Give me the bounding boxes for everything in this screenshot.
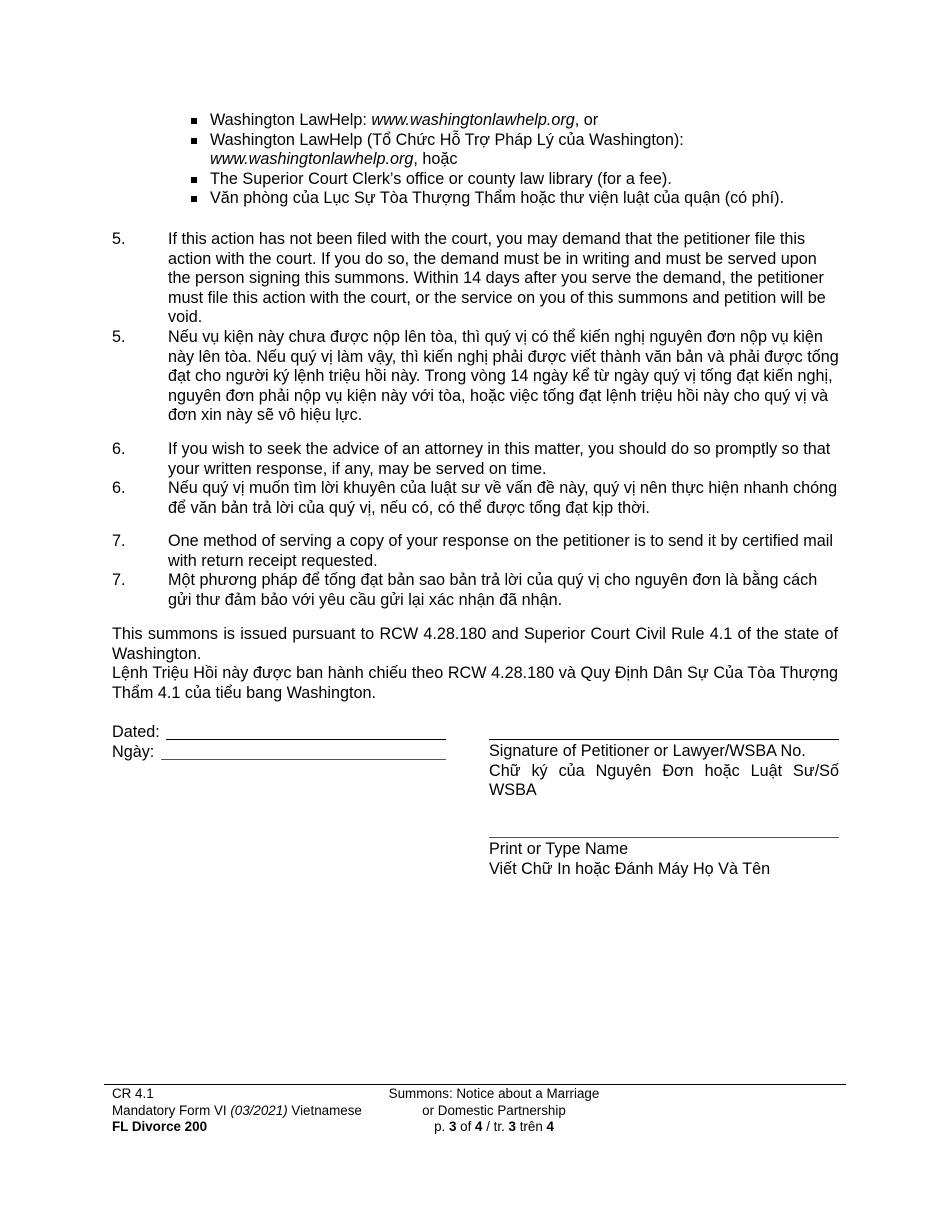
item-number: 5.	[112, 328, 126, 346]
numbered-item	[112, 479, 842, 518]
resource-list	[188, 111, 848, 209]
list-item	[188, 170, 848, 190]
print-name-caption-english: Print or Type Name	[489, 840, 629, 858]
signature-field-line[interactable]	[489, 739, 839, 740]
footer-title-line1: Summons: Notice about a Marriage	[388, 1086, 600, 1101]
bullet-link[interactable]: www.washingtonlawhelp.org	[371, 111, 575, 129]
footer-form-prefix: Mandatory Form VI	[112, 1102, 231, 1118]
item-number: 7.	[112, 571, 126, 589]
item-number: 6.	[112, 479, 126, 497]
item-text: If you wish to seek the advice of an attorney in this matter, you should do so promptly so that your written response, if any, may be served on time.	[168, 440, 831, 478]
numbered-item	[112, 328, 842, 426]
footer-title	[376, 1086, 612, 1136]
footer-form-date: (03/2021)	[230, 1102, 288, 1118]
statement-vietnamese: Lệnh Triệu Hồi này được ban hành chiếu theo RCW 4.28.180 và Quy Định Dân Sự Của Tòa Thượng Thẩm 4.1 của tiểu bang Washington.	[112, 664, 838, 702]
item-text: Nếu quý vị muốn tìm lời khuyên của luật sư về vấn đề này, quý vị nên thực hiện nhanh chóng để văn bản trả lời của quý vị, nếu có, có thể được tống đạt kịp thời.	[168, 479, 838, 517]
page-current: 3	[448, 1119, 457, 1135]
item-number: 6.	[112, 440, 126, 458]
list-item	[188, 189, 848, 209]
page-tr: / tr.	[482, 1119, 509, 1135]
print-name-field-line[interactable]	[489, 837, 839, 838]
ngay-field-line[interactable]	[161, 759, 446, 760]
page-current-vi: 3	[508, 1119, 516, 1135]
page-of: of	[456, 1119, 476, 1135]
bullet-text: Washington LawHelp (Tổ Chức Hỗ Trợ Pháp Lý của Washington):	[210, 130, 684, 149]
footer-divider	[104, 1084, 846, 1085]
list-item	[188, 131, 848, 170]
statement-english: This summons is issued pursuant to RCW 4.28.180 and Superior Court Civil Rule 4.1 of the state of Washington.	[112, 625, 838, 663]
page-total-vi: 4	[546, 1119, 554, 1135]
item-number: 7.	[112, 532, 126, 550]
bullet-text: Văn phòng của Lục Sự Tòa Thượng Thẩm hoặc thư viện luật của quận (có phí).	[210, 189, 785, 208]
signature-caption-english: Signature of Petitioner or Lawyer/WSBA No.	[489, 742, 806, 760]
footer-title-line2: or Domestic Partnership	[422, 1102, 566, 1118]
item-text: If this action has not been filed with the court, you may demand that the petitioner file this action with the court. If you do so, the demand must be in writing and must be served upon the person signing this summons. Within 14 days after you serve the demand, the petitioner must file this action with the court, or the service on you of this summons and petition will be void.	[168, 230, 826, 327]
ngay-label: Ngày:	[112, 743, 155, 761]
print-name-caption-vietnamese: Viết Chữ In hoặc Đánh Máy Họ Và Tên	[489, 859, 771, 878]
numbered-item	[112, 230, 842, 328]
page-total: 4	[475, 1119, 483, 1135]
footer-form-line	[112, 1103, 362, 1120]
print-name-caption	[489, 840, 839, 879]
footer-page-number	[376, 1119, 612, 1136]
page-prefix: p.	[434, 1119, 449, 1135]
numbered-item	[112, 532, 842, 571]
item-number: 5.	[112, 230, 126, 248]
dated-label: Dated:	[112, 723, 160, 741]
signature-caption-vietnamese: Chữ ký của Nguyên Đơn hoặc Luật Sư/Số WSBA	[489, 761, 839, 800]
item-text: One method of serving a copy of your response on the petitioner is to send it by certified mail with return receipt requested.	[168, 532, 833, 570]
dated-field-line[interactable]	[166, 739, 446, 740]
bullet-text: Washington LawHelp:	[210, 111, 372, 129]
bullet-suffix: , or	[574, 111, 599, 129]
bullet-link[interactable]: www.washingtonlawhelp.org	[210, 150, 414, 169]
list-item	[188, 111, 848, 131]
signature-caption	[489, 742, 839, 801]
footer-form-language: Vietnamese	[287, 1102, 362, 1118]
footer-form-info	[112, 1086, 362, 1136]
footer-form-id: FL Divorce 200	[112, 1119, 208, 1135]
item-text: Một phương pháp để tống đạt bản sao bản trả lời của quý vị cho nguyên đơn là bằng cách gửi thư đảm bảo với yêu cầu gửi lại xác nhận đã nhận.	[168, 571, 818, 609]
bullet-text: The Superior Court Clerk’s office or county law library (for a fee).	[210, 169, 672, 188]
numbered-item	[112, 440, 842, 479]
footer-rule-code: CR 4.1	[112, 1086, 154, 1101]
page-tren: trên	[515, 1119, 547, 1135]
item-text: Nếu vụ kiện này chưa được nộp lên tòa, thì quý vị có thể kiến nghị nguyên đơn nộp vụ kiện này lên tòa. Nếu quý vị làm vậy, thì kiến nghị phải được viết thành văn bản và phải được tống đạt cho người ký lệnh triệu hồi này. Trong vòng 14 ngày kể từ ngày quý vị tống đạt kiến nghị, nguyên đơn phải nộp vụ kiện này với tòa, hoặc việc tống đạt lệnh triệu hồi này cho quý vị và đơn xin này sẽ vô hiệu lực.	[168, 328, 839, 425]
bullet-suffix: , hoặc	[413, 150, 458, 169]
numbered-item	[112, 571, 842, 610]
